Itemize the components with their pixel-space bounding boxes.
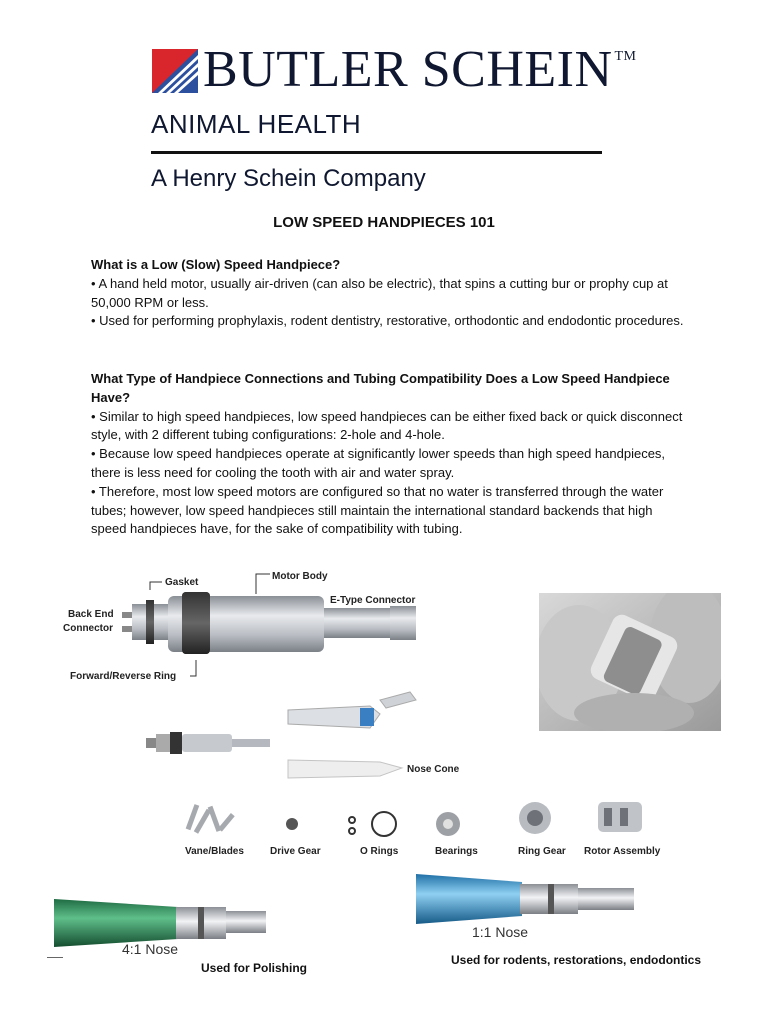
section-heading: What Type of Handpiece Connections and Tubing Compatibility Does a Low Speed Handpiece Have? [91, 371, 670, 405]
bullet-item: • Therefore, most low speed motors are configured so that no water is transferred through the water tubes; however, low speed handpieces still maintain the international standard backends that high speed handpieces have, for the sake of compatibility with tubing. [91, 483, 664, 537]
label-gasket: Gasket [165, 577, 199, 588]
label-rotor-assembly: Rotor Assembly [584, 846, 661, 857]
section-connections [91, 370, 691, 539]
label-ring-gear: Ring Gear [518, 846, 566, 857]
handpiece-assembly-illustration [140, 690, 440, 790]
section-heading: What is a Low (Slow) Speed Handpiece? [91, 257, 341, 272]
label-drive-gear: Drive Gear [270, 846, 321, 857]
bullet-item: • Similar to high speed handpieces, low speed handpieces can be either fixed back or quick disconnect style, with 2 different tubing configurations: 2-hole and 4-hole. [91, 408, 683, 443]
label-back-end: Back End [68, 609, 114, 620]
label-connector: Connector [63, 623, 113, 634]
brand-subtitle: ANIMAL HEALTH [151, 109, 362, 139]
label-forward-reverse-ring: Forward/Reverse Ring [70, 671, 177, 682]
stray-mark [47, 957, 63, 958]
blue-1-1-nose-illustration [412, 870, 642, 928]
label-4-1-nose: 4:1 Nose [122, 941, 179, 957]
hand-holding-motor-photo [539, 593, 721, 731]
bullet-item: • A hand held motor, usually air-driven (can also be electric), that spins a cutting bur or prophy cup at 50,000 RPM or less. [91, 275, 668, 310]
caption-rodents-restorations: Used for rodents, restorations, endodontics [451, 953, 702, 967]
label-o-rings: O Rings [360, 846, 399, 857]
label-etype-connector: E-Type Connector [330, 595, 416, 606]
company-tagline: A Henry Schein Company [151, 165, 426, 192]
trademark: TM [614, 49, 637, 64]
document-title: LOW SPEED HANDPIECES 101 [273, 214, 495, 231]
brand-text: BUTLER SCHEIN [203, 41, 613, 98]
caption-polishing: Used for Polishing [201, 961, 308, 975]
label-1-1-nose: 1:1 Nose [472, 924, 529, 940]
section-what-is [91, 256, 691, 331]
butler-schein-logo-flag-icon [152, 49, 198, 93]
label-nose-cone: Nose Cone [407, 764, 460, 775]
label-bearings: Bearings [435, 846, 478, 857]
header-divider [151, 151, 602, 154]
label-vane-blades: Vane/Blades [185, 846, 244, 857]
label-motor-body: Motor Body [272, 571, 328, 582]
bullet-item: • Because low speed handpieces operate at significantly lower speeds than high speed handpieces, there is less need for cooling the tooth with air and water spray. [91, 446, 666, 480]
bullet-item: • Used for performing prophylaxis, rodent dentistry, restorative, orthodontic and endodontic procedures. [91, 313, 684, 329]
parts-illustration-row [180, 798, 660, 842]
brand-name [203, 41, 637, 98]
